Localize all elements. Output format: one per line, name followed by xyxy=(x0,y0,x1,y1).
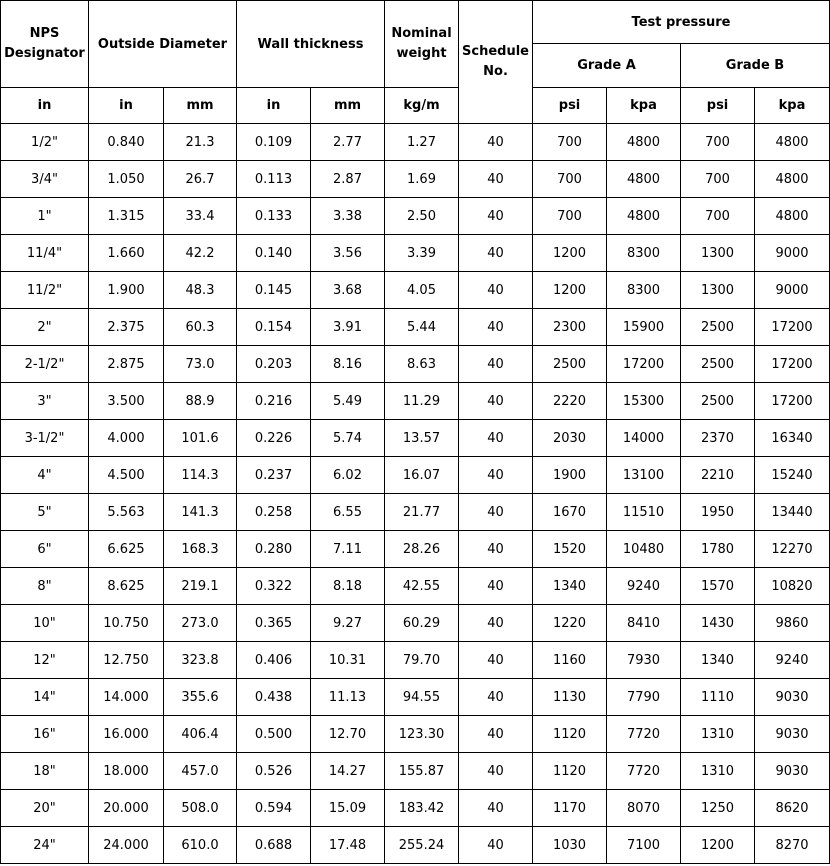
table-cell: 255.24 xyxy=(385,827,459,864)
table-cell: 9240 xyxy=(755,642,830,679)
table-cell: 4800 xyxy=(755,124,830,161)
table-cell: 60.29 xyxy=(385,605,459,642)
table-cell: 4.500 xyxy=(89,457,164,494)
table-row xyxy=(1,753,830,790)
table-cell: 2-1/2" xyxy=(1,346,89,383)
unit-header-cell: mm xyxy=(164,88,237,124)
header-outside-diameter: Outside Diameter xyxy=(89,1,237,88)
table-cell: 1950 xyxy=(681,494,755,531)
table-cell: 0.203 xyxy=(237,346,311,383)
table-cell: 9.27 xyxy=(311,605,385,642)
table-cell: 6.625 xyxy=(89,531,164,568)
table-cell: 2.50 xyxy=(385,198,459,235)
table-cell: 40 xyxy=(459,605,533,642)
table-cell: 700 xyxy=(533,161,607,198)
table-cell: 2300 xyxy=(533,309,607,346)
table-cell: 0.258 xyxy=(237,494,311,531)
table-cell: 8.16 xyxy=(311,346,385,383)
table-cell: 79.70 xyxy=(385,642,459,679)
table-cell: 21.3 xyxy=(164,124,237,161)
table-cell: 1340 xyxy=(533,568,607,605)
table-cell: 40 xyxy=(459,679,533,716)
table-cell: 8300 xyxy=(607,272,681,309)
table-cell: 12" xyxy=(1,642,89,679)
table-cell: 20" xyxy=(1,790,89,827)
table-cell: 2500 xyxy=(681,383,755,420)
table-cell: 406.4 xyxy=(164,716,237,753)
table-cell: 40 xyxy=(459,827,533,864)
table-cell: 1430 xyxy=(681,605,755,642)
table-cell: 28.26 xyxy=(385,531,459,568)
table-cell: 7100 xyxy=(607,827,681,864)
table-cell: 1120 xyxy=(533,753,607,790)
table-cell: 42.2 xyxy=(164,235,237,272)
table-cell: 1.315 xyxy=(89,198,164,235)
table-cell: 0.526 xyxy=(237,753,311,790)
table-row xyxy=(1,420,830,457)
table-cell: 0.133 xyxy=(237,198,311,235)
table-cell: 42.55 xyxy=(385,568,459,605)
table-cell: 8.63 xyxy=(385,346,459,383)
table-cell: 8070 xyxy=(607,790,681,827)
table-cell: 40 xyxy=(459,531,533,568)
table-row xyxy=(1,679,830,716)
table-row xyxy=(1,198,830,235)
table-cell: 700 xyxy=(681,198,755,235)
table-cell: 40 xyxy=(459,716,533,753)
table-cell: 11/2" xyxy=(1,272,89,309)
unit-header-cell: kg/m xyxy=(385,88,459,124)
table-cell: 5.49 xyxy=(311,383,385,420)
header-grade-a: Grade A xyxy=(533,44,681,88)
table-cell: 0.322 xyxy=(237,568,311,605)
table-cell: 10" xyxy=(1,605,89,642)
table-row xyxy=(1,272,830,309)
table-cell: 8270 xyxy=(755,827,830,864)
table-cell: 0.840 xyxy=(89,124,164,161)
table-cell: 508.0 xyxy=(164,790,237,827)
unit-header-cell: in xyxy=(1,88,89,124)
table-cell: 4800 xyxy=(755,198,830,235)
table-cell: 1.27 xyxy=(385,124,459,161)
table-cell: 9030 xyxy=(755,679,830,716)
table-cell: 40 xyxy=(459,198,533,235)
table-cell: 18.000 xyxy=(89,753,164,790)
table-cell: 73.0 xyxy=(164,346,237,383)
table-cell: 1300 xyxy=(681,235,755,272)
table-body xyxy=(1,124,830,864)
table-cell: 2220 xyxy=(533,383,607,420)
table-cell: 8" xyxy=(1,568,89,605)
table-cell: 1310 xyxy=(681,753,755,790)
table-cell: 4" xyxy=(1,457,89,494)
table-cell: 5.563 xyxy=(89,494,164,531)
table-cell: 48.3 xyxy=(164,272,237,309)
table-cell: 33.4 xyxy=(164,198,237,235)
table-cell: 700 xyxy=(533,198,607,235)
table-cell: 0.237 xyxy=(237,457,311,494)
unit-header-cell: psi xyxy=(681,88,755,124)
table-cell: 7.11 xyxy=(311,531,385,568)
table-cell: 3.500 xyxy=(89,383,164,420)
table-cell: 2500 xyxy=(681,309,755,346)
table-cell: 16.07 xyxy=(385,457,459,494)
table-cell: 40 xyxy=(459,753,533,790)
header-grade-b: Grade B xyxy=(681,44,830,88)
table-cell: 8.625 xyxy=(89,568,164,605)
unit-header-cell: mm xyxy=(311,88,385,124)
table-cell: 11/4" xyxy=(1,235,89,272)
table-cell: 8620 xyxy=(755,790,830,827)
table-cell: 4800 xyxy=(755,161,830,198)
table-cell: 7720 xyxy=(607,753,681,790)
table-cell: 0.226 xyxy=(237,420,311,457)
table-row xyxy=(1,346,830,383)
table-cell: 273.0 xyxy=(164,605,237,642)
table-cell: 1170 xyxy=(533,790,607,827)
table-cell: 24" xyxy=(1,827,89,864)
table-cell: 9240 xyxy=(607,568,681,605)
table-cell: 1030 xyxy=(533,827,607,864)
table-cell: 1340 xyxy=(681,642,755,679)
table-cell: 21.77 xyxy=(385,494,459,531)
table-cell: 11510 xyxy=(607,494,681,531)
table-cell: 355.6 xyxy=(164,679,237,716)
table-cell: 9860 xyxy=(755,605,830,642)
table-row xyxy=(1,716,830,753)
table-cell: 0.109 xyxy=(237,124,311,161)
unit-header-cell: in xyxy=(89,88,164,124)
table-cell: 40 xyxy=(459,790,533,827)
table-cell: 14" xyxy=(1,679,89,716)
table-cell: 8.18 xyxy=(311,568,385,605)
table-cell: 0.594 xyxy=(237,790,311,827)
table-cell: 40 xyxy=(459,124,533,161)
table-cell: 15900 xyxy=(607,309,681,346)
table-cell: 8410 xyxy=(607,605,681,642)
table-cell: 40 xyxy=(459,642,533,679)
table-cell: 1200 xyxy=(533,272,607,309)
table-cell: 1200 xyxy=(681,827,755,864)
table-cell: 4800 xyxy=(607,198,681,235)
table-cell: 13.57 xyxy=(385,420,459,457)
table-cell: 17200 xyxy=(755,346,830,383)
table-cell: 11.29 xyxy=(385,383,459,420)
table-cell: 3.56 xyxy=(311,235,385,272)
table-cell: 3" xyxy=(1,383,89,420)
table-cell: 17200 xyxy=(755,309,830,346)
table-cell: 3.91 xyxy=(311,309,385,346)
table-cell: 17200 xyxy=(607,346,681,383)
table-cell: 13100 xyxy=(607,457,681,494)
table-row xyxy=(1,568,830,605)
header-wall-thickness: Wall thickness xyxy=(237,1,385,88)
table-cell: 1520 xyxy=(533,531,607,568)
table-cell: 183.42 xyxy=(385,790,459,827)
table-cell: 1780 xyxy=(681,531,755,568)
table-cell: 1110 xyxy=(681,679,755,716)
units-row xyxy=(1,88,830,124)
table-cell: 40 xyxy=(459,494,533,531)
table-cell: 40 xyxy=(459,161,533,198)
table-cell: 12270 xyxy=(755,531,830,568)
table-cell: 17.48 xyxy=(311,827,385,864)
table-cell: 0.113 xyxy=(237,161,311,198)
table-cell: 3.38 xyxy=(311,198,385,235)
table-cell: 1130 xyxy=(533,679,607,716)
table-row xyxy=(1,124,830,161)
table-row xyxy=(1,642,830,679)
table-cell: 10480 xyxy=(607,531,681,568)
table-cell: 2030 xyxy=(533,420,607,457)
table-cell: 101.6 xyxy=(164,420,237,457)
table-cell: 7790 xyxy=(607,679,681,716)
table-cell: 5.44 xyxy=(385,309,459,346)
table-cell: 40 xyxy=(459,568,533,605)
table-cell: 40 xyxy=(459,457,533,494)
table-cell: 1120 xyxy=(533,716,607,753)
table-cell: 0.140 xyxy=(237,235,311,272)
table-cell: 4800 xyxy=(607,161,681,198)
table-cell: 168.3 xyxy=(164,531,237,568)
table-cell: 10820 xyxy=(755,568,830,605)
table-cell: 9000 xyxy=(755,235,830,272)
table-cell: 0.365 xyxy=(237,605,311,642)
table-cell: 1220 xyxy=(533,605,607,642)
table-cell: 1.660 xyxy=(89,235,164,272)
table-cell: 10.31 xyxy=(311,642,385,679)
table-cell: 94.55 xyxy=(385,679,459,716)
header-nominal-weight: Nominal weight xyxy=(385,1,459,88)
table-cell: 12.70 xyxy=(311,716,385,753)
table-cell: 4800 xyxy=(607,124,681,161)
table-cell: 5" xyxy=(1,494,89,531)
table-cell: 3/4" xyxy=(1,161,89,198)
table-row xyxy=(1,494,830,531)
table-cell: 18" xyxy=(1,753,89,790)
table-cell: 7930 xyxy=(607,642,681,679)
table-cell: 9000 xyxy=(755,272,830,309)
table-cell: 123.30 xyxy=(385,716,459,753)
table-cell: 26.7 xyxy=(164,161,237,198)
table-row xyxy=(1,790,830,827)
table-cell: 4.05 xyxy=(385,272,459,309)
table-cell: 3.68 xyxy=(311,272,385,309)
table-cell: 40 xyxy=(459,383,533,420)
table-row xyxy=(1,827,830,864)
table-cell: 20.000 xyxy=(89,790,164,827)
header-nps-designator: NPS Designator xyxy=(1,1,89,88)
table-cell: 1/2" xyxy=(1,124,89,161)
table-cell: 1310 xyxy=(681,716,755,753)
table-cell: 1160 xyxy=(533,642,607,679)
table-cell: 141.3 xyxy=(164,494,237,531)
table-cell: 16.000 xyxy=(89,716,164,753)
table-cell: 323.8 xyxy=(164,642,237,679)
table-cell: 14.000 xyxy=(89,679,164,716)
table-cell: 610.0 xyxy=(164,827,237,864)
table-cell: 0.500 xyxy=(237,716,311,753)
table-cell: 9030 xyxy=(755,716,830,753)
table-cell: 457.0 xyxy=(164,753,237,790)
unit-header-cell: kpa xyxy=(755,88,830,124)
table-cell: 6" xyxy=(1,531,89,568)
table-cell: 155.87 xyxy=(385,753,459,790)
table-cell: 0.145 xyxy=(237,272,311,309)
table-cell: 15240 xyxy=(755,457,830,494)
table-row xyxy=(1,235,830,272)
table-cell: 700 xyxy=(681,161,755,198)
table-row xyxy=(1,531,830,568)
table-row xyxy=(1,457,830,494)
table-cell: 1900 xyxy=(533,457,607,494)
table-cell: 40 xyxy=(459,272,533,309)
table-cell: 40 xyxy=(459,235,533,272)
table-cell: 0.438 xyxy=(237,679,311,716)
table-cell: 1250 xyxy=(681,790,755,827)
table-row xyxy=(1,309,830,346)
table-cell: 2.77 xyxy=(311,124,385,161)
table-cell: 9030 xyxy=(755,753,830,790)
table-cell: 40 xyxy=(459,309,533,346)
table-cell: 219.1 xyxy=(164,568,237,605)
table-cell: 2.875 xyxy=(89,346,164,383)
table-cell: 4.000 xyxy=(89,420,164,457)
table-row xyxy=(1,383,830,420)
table-cell: 40 xyxy=(459,346,533,383)
table-cell: 40 xyxy=(459,420,533,457)
table-cell: 0.406 xyxy=(237,642,311,679)
table-cell: 1.900 xyxy=(89,272,164,309)
header-schedule-no: Schedule No. xyxy=(459,1,533,124)
table-cell: 1670 xyxy=(533,494,607,531)
table-cell: 114.3 xyxy=(164,457,237,494)
table-cell: 0.280 xyxy=(237,531,311,568)
table-cell: 2370 xyxy=(681,420,755,457)
table-cell: 0.688 xyxy=(237,827,311,864)
table-cell: 2.87 xyxy=(311,161,385,198)
table-cell: 14.27 xyxy=(311,753,385,790)
table-cell: 3-1/2" xyxy=(1,420,89,457)
table-cell: 11.13 xyxy=(311,679,385,716)
unit-header-cell: in xyxy=(237,88,311,124)
table-cell: 0.216 xyxy=(237,383,311,420)
table-cell: 1.050 xyxy=(89,161,164,198)
table-cell: 10.750 xyxy=(89,605,164,642)
table-cell: 15300 xyxy=(607,383,681,420)
table-cell: 3.39 xyxy=(385,235,459,272)
table-cell: 7720 xyxy=(607,716,681,753)
table-cell: 6.02 xyxy=(311,457,385,494)
table-cell: 1200 xyxy=(533,235,607,272)
table-cell: 8300 xyxy=(607,235,681,272)
table-cell: 16" xyxy=(1,716,89,753)
table-cell: 2500 xyxy=(533,346,607,383)
table-cell: 2.375 xyxy=(89,309,164,346)
table-cell: 17200 xyxy=(755,383,830,420)
table-cell: 16340 xyxy=(755,420,830,457)
unit-header-cell: psi xyxy=(533,88,607,124)
unit-header-cell: kpa xyxy=(607,88,681,124)
table-cell: 2500 xyxy=(681,346,755,383)
table-cell: 6.55 xyxy=(311,494,385,531)
table-cell: 700 xyxy=(533,124,607,161)
table-cell: 12.750 xyxy=(89,642,164,679)
table-cell: 60.3 xyxy=(164,309,237,346)
table-cell: 13440 xyxy=(755,494,830,531)
table-cell: 2210 xyxy=(681,457,755,494)
table-cell: 14000 xyxy=(607,420,681,457)
table-cell: 15.09 xyxy=(311,790,385,827)
table-cell: 2" xyxy=(1,309,89,346)
table-cell: 1" xyxy=(1,198,89,235)
header-test-pressure: Test pressure xyxy=(533,1,830,44)
table-row xyxy=(1,161,830,198)
table-cell: 1300 xyxy=(681,272,755,309)
table-cell: 0.154 xyxy=(237,309,311,346)
table-cell: 700 xyxy=(681,124,755,161)
table-row xyxy=(1,605,830,642)
table-cell: 5.74 xyxy=(311,420,385,457)
table-cell: 24.000 xyxy=(89,827,164,864)
table-cell: 88.9 xyxy=(164,383,237,420)
table-cell: 1.69 xyxy=(385,161,459,198)
table-cell: 1570 xyxy=(681,568,755,605)
